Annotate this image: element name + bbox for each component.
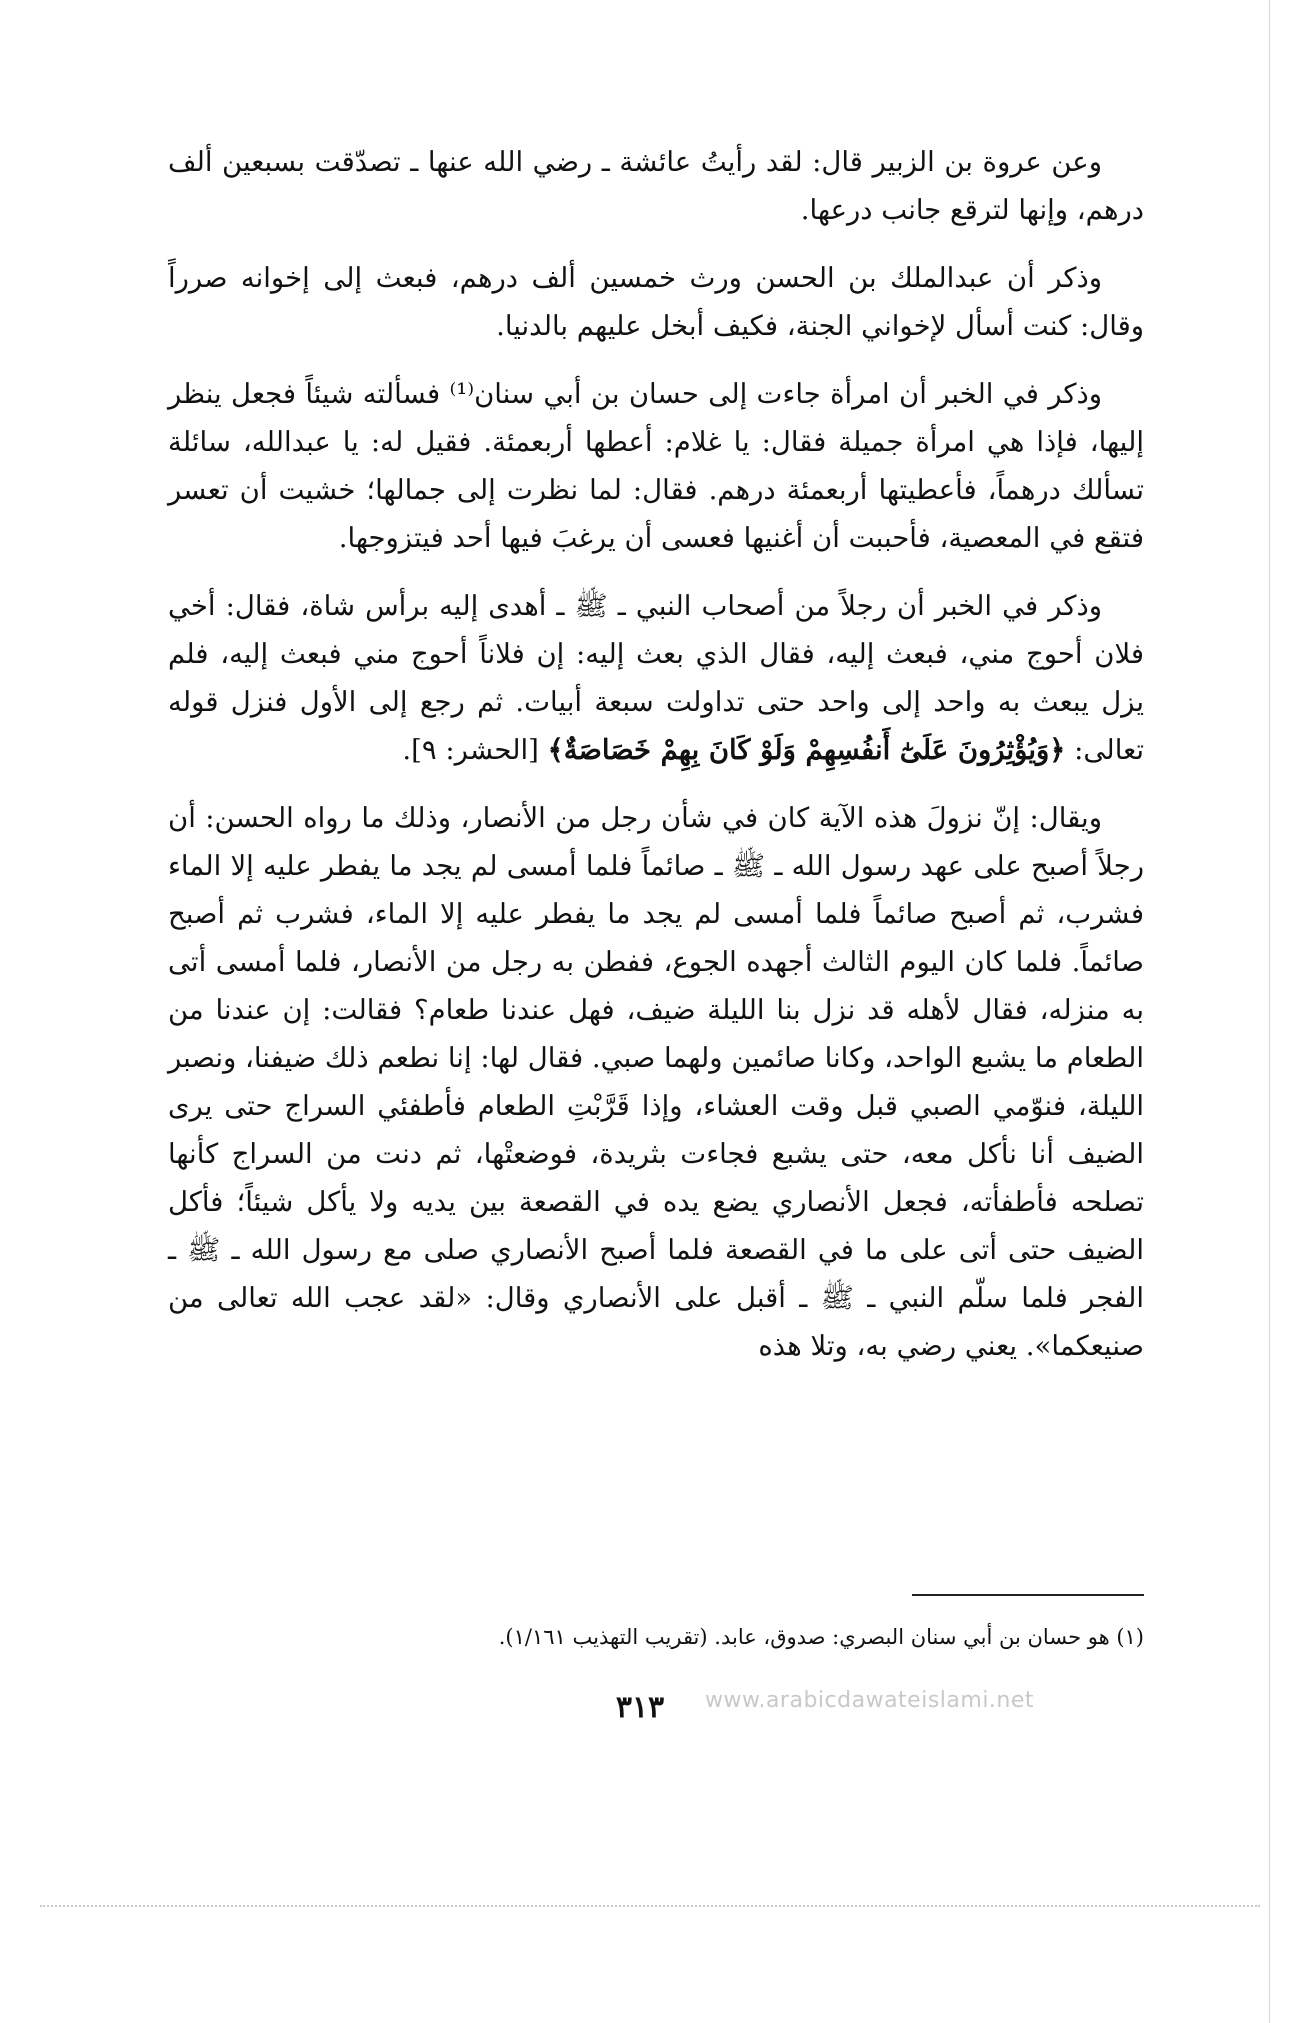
quran-verse: ﴿وَيُؤْثِرُونَ عَلَىٰٓ أَنفُسِهِمْ وَلَوْ كَانَ بِهِمْ خَصَاصَةٌ﴾ [547, 734, 1066, 766]
footnote: (١) هو حسان بن أبي سنان البصري: صدوق، عابد. (تقريب التهذيب ١/١٦١). [498, 1625, 1144, 1649]
paragraph-sheep-head-text: وذكر في الخبر أن رجلاً من أصحاب النبي ـ ﷺ ـ أهدى إليه برأس شاة، فقال: أخي فلان أحوج مني، فبعث إليه، فقال الذي بعث إليه: إن فلاناً أحوج مني فبعث إليه، فلم يزل يبعث به واحد إلى واحد حتى تداولت سبعة أبيات. ثم رجع إلى الأول فنزل قوله تعالى: [168, 590, 1144, 766]
main-text-block [168, 138, 1144, 1390]
page-number: ٣١٣ [615, 1690, 665, 1725]
paragraph-abdulmalik: وذكر أن عبدالملك بن الحسن ورث خمسين ألف درهم، فبعث إلى إخوانه صرراً وقال: كنت أسأل لإخواني الجنة، فكيف أبخل عليهم بالدنيا. [168, 262, 1144, 342]
scan-artifact-dots [40, 1905, 1260, 1911]
verse-reference: [الحشر: ٩]. [402, 734, 539, 766]
paragraph-sheep-head [168, 582, 1144, 774]
footnote-divider [912, 1594, 1144, 1596]
scan-edge-line [1269, 0, 1270, 2023]
watermark-url: www.arabicdawateislami.net [705, 1688, 1035, 1713]
paragraph-hassan: وذكر في الخبر أن امرأة جاءت إلى حسان بن أبي سنان⁽¹⁾ فسألته شيئاً فجعل ينظر إليها، فإذا هي امرأة جميلة فقال: يا غلام: أعطها أربعمئة. فقيل له: يا عبدالله، سائلة تسألك درهماً، فأعطيتها أربعمئة درهم. فقال: لما نظرت إلى جمالها؛ خشيت أن تعسر فتقع في المعصية، فأحببت أن أغنيها فعسى أن يرغبَ فيها أحد فيتزوجها. [168, 378, 1144, 554]
paragraph-aisha: وعن عروة بن الزبير قال: لقد رأيتُ عائشة ـ رضي الله عنها ـ تصدّقت بسبعين ألف درهم، وإنها لترقع جانب درعها. [168, 146, 1144, 226]
paragraph-ansari-story: ويقال: إنّ نزولَ هذه الآية كان في شأن رجل من الأنصار، وذلك ما رواه الحسن: أن رجلاً أصبح على عهد رسول الله ـ ﷺ ـ صائماً فلما أمسى لم يجد ما يفطر عليه إلا الماء فشرب، ثم أصبح صائماً فلما أمسى لم يجد ما يفطر عليه إلا الماء، فشرب ثم أصبح صائماً. فلما كان اليوم الثالث أجهده الجوع، ففطن به رجل من الأنصار، فلما أمسى أتى به منزله، فقال لأهله قد نزل بنا الليلة ضيف، فهل عندنا طعام؟ فقالت: إن عندنا من الطعام ما يشبع الواحد، وكانا صائمين ولهما صبي. فقال لها: إنا نطعم ذلك ضيفنا، ونصبر الليلة، فنوّمي الصبي قبل وقت العشاء، وإذا قَرَّبْتِ الطعام فأطفئي السراج حتى يرى الضيف أنا نأكل معه، حتى يشبع فجاءت بثريدة، فوضعتْها، ثم دنت من السراج كأنها تصلحه فأطفأته، فجعل الأنصاري يضع يده في القصعة بين يديه ولا يأكل شيئاً؛ فأكل الضيف حتى أتى على ما في القصعة فلما أصبح الأنصاري صلى مع رسول الله ـ ﷺ ـ الفجر فلما سلّم النبي ـ ﷺ ـ أقبل على الأنصاري وقال: «لقد عجب الله تعالى من صنيعكما». يعني رضي به، وتلا هذه [168, 802, 1144, 1362]
